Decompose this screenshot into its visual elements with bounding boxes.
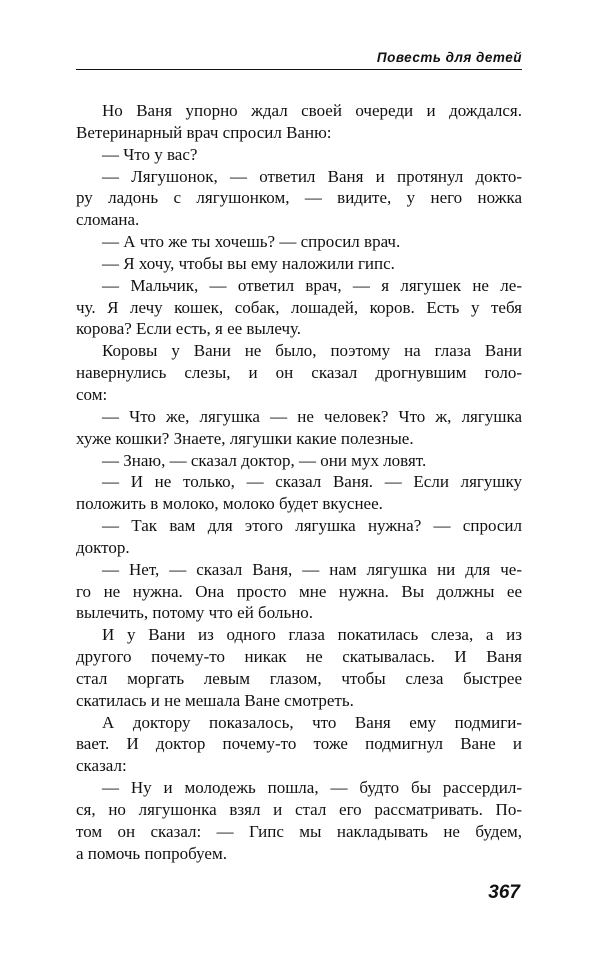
running-head-title: Повесть для детей: [376, 50, 522, 65]
text-line: го не нужна. Она просто мне нужна. Вы должны ее: [76, 581, 522, 601]
text-line: сломана.: [76, 210, 140, 230]
text-line: стал моргать левым глазом, чтобы слеза быстрее: [76, 668, 522, 688]
text-line: другого почему-то никак не скатывалась. И Ваня: [76, 647, 522, 667]
text-line: — Я хочу, чтобы вы ему наложили гипс.: [102, 253, 395, 273]
body-text: [76, 100, 522, 865]
text-line: — И не только, — сказал Ваня. — Если лягушку: [102, 472, 522, 492]
text-line: А доктору показалось, что Ваня ему подмиги-: [102, 712, 522, 732]
text-line: а помочь попробуем.: [76, 843, 227, 863]
text-line: скатилась и не мешала Ване смотреть.: [76, 690, 354, 710]
text-line: — А что же ты хочешь? — спросил врач.: [102, 232, 401, 252]
text-line: — Знаю, — сказал доктор, — они мух ловят.: [102, 450, 427, 470]
text-line: вылечить, потому что ей больно.: [76, 603, 314, 623]
text-line: чу. Я лечу кошек, собак, лошадей, коров. Есть у тебя: [76, 297, 522, 317]
text-line: Ветеринарный врач спросил Ваню:: [76, 122, 332, 142]
text-line: положить в молоко, молоко будет вкуснее.: [76, 494, 383, 514]
text-line: ся, но лягушонка взял и стал его рассматривать. По-: [76, 800, 522, 819]
text-line: том он сказал: — Гипс мы накладывать не будем,: [76, 821, 522, 841]
page-number: 367: [488, 882, 520, 903]
text-line: сом:: [76, 384, 108, 404]
text-line: — Ну и молодежь пошла, — будто бы рассердил-: [102, 778, 522, 798]
header-rule: [76, 69, 522, 70]
text-line: корова? Если есть, я ее вылечу.: [76, 319, 302, 339]
text-line: навернулись слезы, и он сказал дрогнувшим голо-: [76, 363, 522, 383]
text-line: ру ладонь с лягушонком, — видите, у него ножка: [76, 188, 522, 208]
text-line: сказал:: [76, 756, 127, 776]
text-line: — Что у вас?: [102, 144, 198, 164]
text-line: доктор.: [76, 537, 130, 557]
text-line: И у Вани из одного глаза покатилась слеза, а из: [102, 625, 522, 645]
text-line: хуже кошки? Знаете, лягушки какие полезные.: [76, 428, 414, 448]
text-line: — Так вам для этого лягушка нужна? — спросил: [102, 516, 522, 536]
text-line: — Нет, — сказал Ваня, — нам лягушка ни для че-: [102, 559, 522, 579]
text-line: Коровы у Вани не было, поэтому на глаза Вани: [102, 341, 522, 361]
text-line: Но Ваня упорно ждал своей очереди и дождался.: [102, 101, 522, 120]
text-line: вает. И доктор почему-то тоже подмигнул Ване и: [76, 734, 522, 754]
text-line: — Лягушонок, — ответил Ваня и протянул докто-: [102, 166, 522, 186]
text-line: — Что же, лягушка — не человек? Что ж, лягушка: [102, 406, 522, 426]
text-line: — Мальчик, — ответил врач, — я лягушек не ле-: [102, 275, 522, 295]
